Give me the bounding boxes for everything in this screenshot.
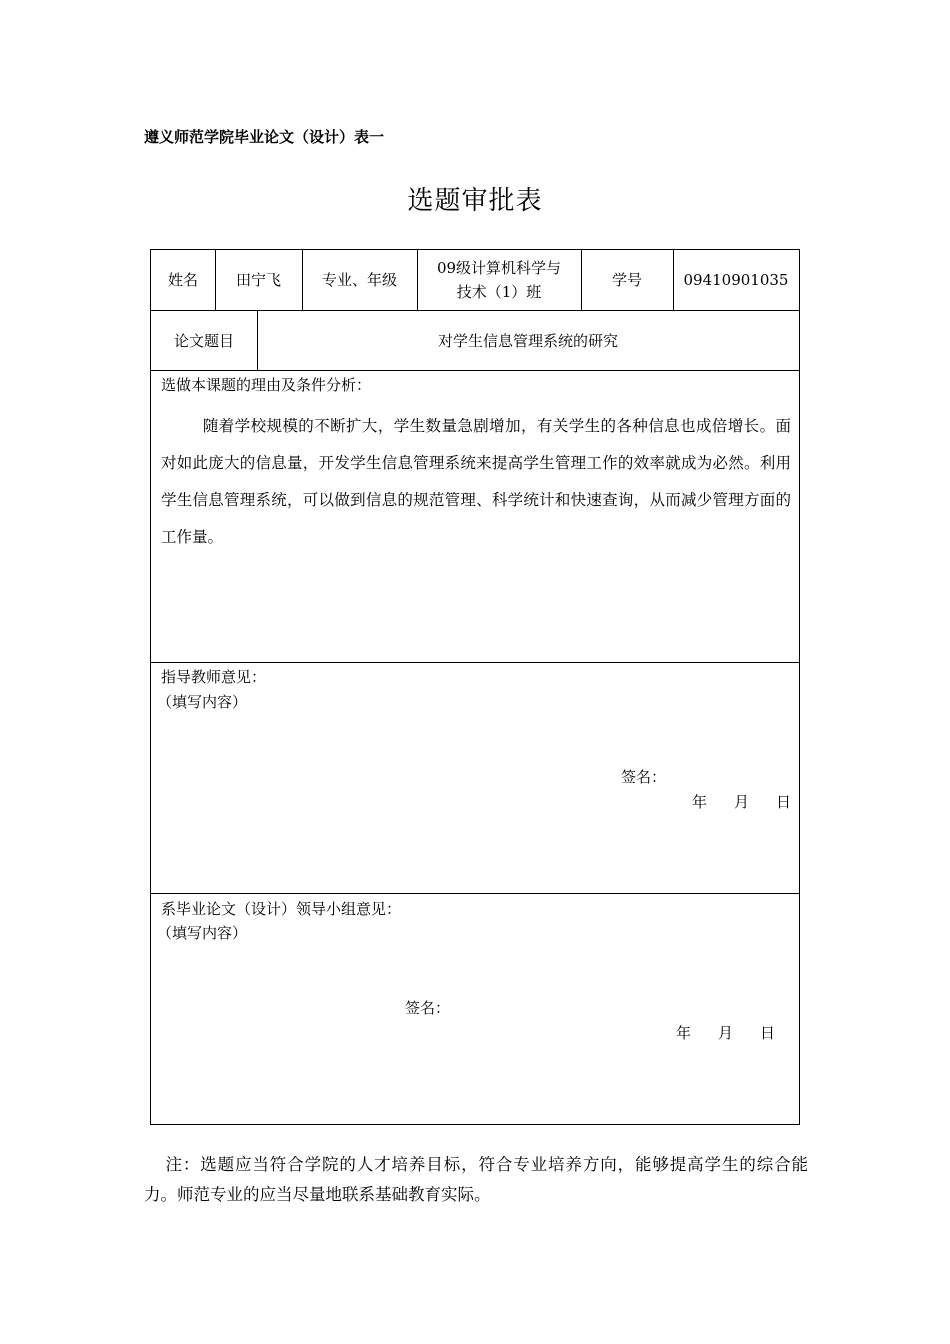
- student-id-value: 09410901035: [683, 271, 789, 289]
- name-label: 姓名: [167, 271, 198, 289]
- major-value: [417, 250, 581, 310]
- major-value-line1: 09级计算机科学与: [436, 259, 562, 277]
- name-value: 田宁飞: [235, 271, 281, 289]
- approval-form-table: [150, 249, 800, 1125]
- committee-date-year: 年: [676, 1024, 692, 1042]
- row-divider: [151, 662, 799, 663]
- row-divider: [151, 370, 799, 371]
- advisor-date-year: 年: [692, 793, 708, 811]
- advisor-signature-label: 签名：: [621, 768, 667, 786]
- major-value-line2: 技术（1）班: [456, 283, 542, 301]
- committee-date-day: 日: [760, 1024, 776, 1042]
- committee-signature-label: 签名：: [405, 999, 451, 1017]
- footnote: 注：选题应当符合学院的人才培养目标，符合专业培养方向，能够提高学生的综合能力。师范专业的应当尽量地联系基础教育实际。: [144, 1155, 808, 1204]
- advisor-date-day: 日: [776, 793, 792, 811]
- topic-value: 对学生信息管理系统的研究: [437, 331, 618, 350]
- committee-opinion-placeholder: （填写内容）: [157, 924, 248, 942]
- advisor-date-month: 月: [734, 793, 750, 811]
- advisor-opinion-placeholder: （填写内容）: [157, 693, 248, 711]
- student-id-label: 学号: [611, 271, 642, 289]
- major-label: 专业、年级: [321, 271, 397, 289]
- advisor-opinion-heading: 指导教师意见：: [161, 668, 267, 686]
- reason-heading: 选做本课题的理由及条件分析：: [161, 376, 372, 394]
- row-divider: [151, 893, 799, 894]
- committee-date-month: 月: [718, 1024, 734, 1042]
- committee-opinion-heading: 系毕业论文（设计）领导小组意见：: [161, 900, 402, 918]
- form-number-label: 遵义师范学院毕业论文（设计）表一: [144, 128, 385, 146]
- reason-body: 随着学校规模的不断扩大，学生数量急剧增加，有关学生的各种信息也成倍增长。面对如此庞大的信息量，开发学生信息管理系统来提高学生管理工作的效率就成为必然。利用学生信息管理系统，可以做到信息的规范管理、科学统计和快速查询，从而减少管理方面的工作量。: [161, 417, 791, 546]
- page-title: 选题审批表: [407, 186, 543, 216]
- topic-label: 论文题目: [173, 331, 234, 350]
